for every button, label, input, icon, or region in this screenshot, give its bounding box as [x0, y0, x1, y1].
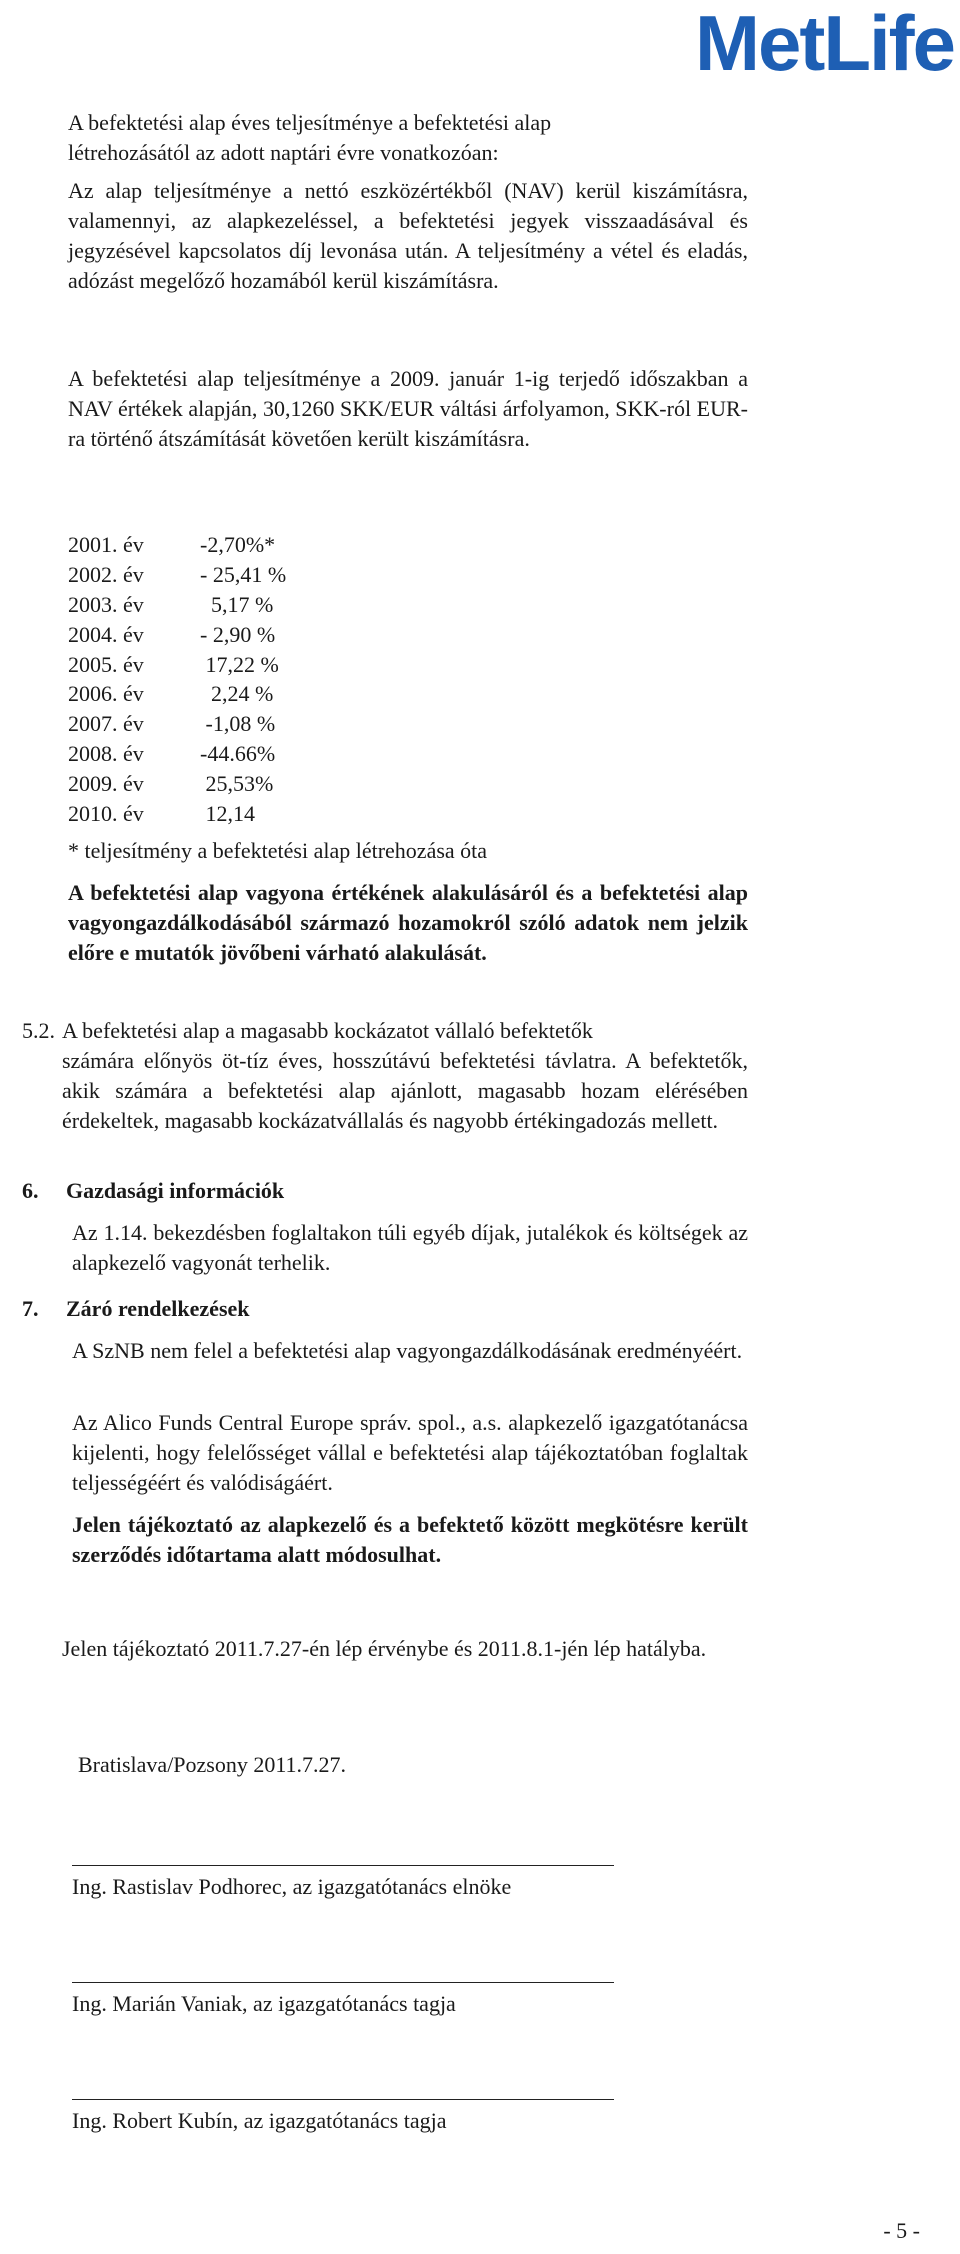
performance-year: 2007. év	[68, 711, 144, 737]
performance-year: 2001. év	[68, 532, 144, 557]
performance-row	[68, 650, 286, 680]
performance-row	[68, 679, 286, 709]
conversion-paragraph: A befektetési alap teljesítménye a 2009. január 1-ig terjedő időszakban a NAV értékek alapján, 30,1260 SKK/EUR váltási árfolyamon, SKK-ról EUR-ra történő átszámítását követően került kiszámításra.	[68, 366, 748, 451]
performance-year: 2002. év	[68, 561, 144, 587]
metlife-logo: MetLife	[695, 0, 954, 87]
section-6-text: Az 1.14. bekezdésben foglaltakon túli egyéb díjak, jutalékok és költségek az alapkezelő vagyonát terhelik.	[72, 1220, 748, 1275]
performance-value: 25,53%	[200, 771, 274, 797]
performance-table	[68, 530, 286, 829]
performance-value: 12,14	[200, 801, 255, 827]
section-6-number: 6.	[22, 1178, 39, 1203]
nav-calculation-paragraph: Az alap teljesítménye a nettó eszközértékből (NAV) kerül kiszámításra, valamennyi, az alapkezeléssel, a befektetési jegyek visszaadásával és jegyzésével kapcsolatos díj levonása után. A teljesítmény a vétel és eladás, adózást megelőző hozamából kerül kiszámításra.	[68, 178, 748, 293]
section-5-2-number: 5.2.	[22, 1018, 55, 1043]
performance-year: 2004. év	[68, 621, 144, 647]
section-7-alico-paragraph: Az Alico Funds Central Europe správ. spol., a.s. alapkezelő igazgatótanácsa kijelenti, hogy felelősséget vállal e befektetési alap tájékoztatóban foglaltak teljességéért és valódiságáért.	[72, 1410, 748, 1495]
intro-line-1: A befektetési alap éves teljesítménye a befektetési alap	[68, 110, 552, 135]
performance-year: 2009. év	[68, 771, 144, 797]
performance-value: - 25,41 %	[200, 561, 287, 587]
performance-year: 2003. év	[68, 591, 144, 617]
performance-row	[68, 590, 286, 620]
performance-row	[68, 799, 286, 829]
section-6-title: Gazdasági információk	[66, 1178, 285, 1203]
performance-row	[68, 739, 286, 769]
signatory-name: Ing. Rastislav Podhorec, az igazgatótanács elnöke	[72, 1874, 512, 1899]
performance-row	[68, 769, 286, 799]
page-number: - 5 -	[883, 2218, 920, 2243]
section-7-number: 7.	[22, 1296, 39, 1321]
performance-value: -1,08 %	[200, 711, 276, 737]
performance-row	[68, 560, 286, 590]
signature-line	[72, 2099, 614, 2100]
effective-date-paragraph: Jelen tájékoztató 2011.7.27-én lép érvénybe és 2011.8.1-jén lép hatályba.	[62, 1636, 707, 1661]
performance-value: 5,17 %	[200, 591, 274, 617]
place-and-date: Bratislava/Pozsony 2011.7.27.	[78, 1752, 347, 1777]
performance-value: 2,24 %	[200, 681, 274, 707]
performance-row	[68, 530, 286, 560]
section-7-sznb-paragraph: A SzNB nem felel a befektetési alap vagyongazdálkodásának eredményéért.	[72, 1338, 743, 1363]
performance-value: -2,70%*	[200, 532, 276, 557]
performance-value: -44.66%	[200, 741, 276, 767]
intro-line-2: létrehozásától az adott naptári évre vonatkozóan:	[68, 140, 499, 165]
performance-year: 2010. év	[68, 801, 144, 827]
section-7-title: Záró rendelkezések	[66, 1296, 250, 1321]
performance-value: 17,22 %	[200, 651, 279, 677]
performance-row	[68, 620, 286, 650]
performance-year: 2008. év	[68, 741, 144, 767]
signatory-name: Ing. Marián Vaniak, az igazgatótanács tagja	[72, 1991, 456, 2016]
section-7-modification-note: Jelen tájékoztató az alapkezelő és a befektető között megkötésre került szerződés időtartama alatt módosulhat.	[72, 1512, 748, 1567]
performance-row	[68, 709, 286, 739]
performance-year: 2006. év	[68, 681, 144, 707]
signatory-name: Ing. Robert Kubín, az igazgatótanács tagja	[72, 2108, 447, 2133]
section-5-2-line-1: A befektetési alap a magasabb kockázatot vállaló befektetők	[62, 1018, 593, 1043]
signature-line	[72, 1982, 614, 1983]
performance-year: 2005. év	[68, 651, 144, 677]
performance-value: - 2,90 %	[200, 621, 276, 647]
signature-line	[72, 1865, 614, 1866]
warning-paragraph: A befektetési alap vagyona értékének alakulásáról és a befektetési alap vagyongazdálkodásából származó hozamokról szóló adatok nem jelzik előre e mutatók jövőbeni várható alakulását.	[68, 880, 748, 965]
section-5-2-text: számára előnyös öt-tíz éves, hosszútávú befektetési távlatra. A befektetők, akik számára a befektetési alap ajánlott, magasabb hozam elérésében érdekeltek, magasabb kockázatvállalás és nagyobb értékingadozás mellett.	[62, 1048, 748, 1133]
performance-footnote: * teljesítmény a befektetési alap létrehozása óta	[68, 838, 488, 863]
